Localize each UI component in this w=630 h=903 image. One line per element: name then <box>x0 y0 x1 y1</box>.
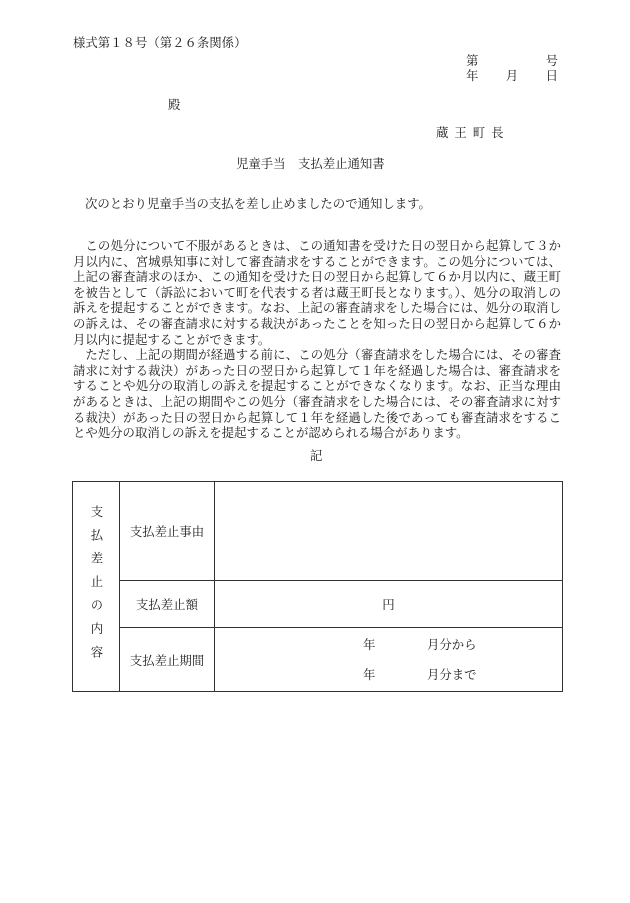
period-label: 支払差止期間 <box>120 628 215 692</box>
body-paragraph: この処分について不服があるときは、この通知書を受けた日の翌日から起算して３か月以内に、宮城県知事に対して審査請求をすることができます。この処分については、上記の審査請求のほか、この通知を受けた日の翌日から起算して６か月以内に、蔵王町を被告として（訴訟において町を代表する者は蔵王町長となります。）、処分の取消しの訴えを提起することができます。なお、上記の審査請求をした場合には、処分の取消しの訴えは、その審査請求に対する裁決があったことを知った日の翌日から起算して６か月以内に提起することができます。 <box>73 238 561 347</box>
ki-marker: 記 <box>310 448 323 463</box>
notice-text: 次のとおり児童手当の支払を差し止めましたので通知します。 <box>85 196 431 211</box>
period-to-year: 年 <box>363 666 376 682</box>
details-table <box>72 481 563 692</box>
period-from-year: 年 <box>363 636 376 652</box>
period-from <box>215 630 562 660</box>
reason-value <box>215 482 563 581</box>
period-to <box>215 660 562 690</box>
vertical-header: 支払差止の内容 <box>73 482 120 692</box>
addressee-honorific: 殿 <box>168 97 181 112</box>
doc-number-suffix: 号 <box>545 53 558 68</box>
period-to-month: 月分まで <box>427 666 477 682</box>
appeal-instructions <box>73 238 561 441</box>
body-paragraph: ただし、上記の期間が経過する前に、この処分（審査請求をした場合には、その審査請求に対する裁決）があった日の翌日から起算して１年を経過した場合は、審査請求をすることや処分の取消しの訴えを提起することができなくなります。なお、正当な理由があるときは、上記の期間やこの処分（審査請求をした場合には、その審査請求に対する裁決）があった日の翌日から起算して１年を経過した後であっても審査請求をすることや処分の取消しの訴えを提起することが認められる場合があります。 <box>73 347 561 441</box>
document-date <box>466 66 558 84</box>
date-year: 年 <box>466 68 479 83</box>
issuer-name: 蔵王町長 <box>436 125 510 140</box>
period-value <box>215 628 563 692</box>
amount-label: 支払差止額 <box>120 581 215 628</box>
reason-label: 支払差止事由 <box>120 482 215 581</box>
form-number: 様式第１８号（第２６条関係） <box>73 35 247 50</box>
period-from-month: 月分から <box>427 636 477 652</box>
date-day: 日 <box>545 68 558 83</box>
amount-value <box>215 581 563 628</box>
date-month: 月 <box>505 68 519 83</box>
document-title: 児童手当 支払差止通知書 <box>236 156 385 171</box>
doc-number-prefix: 第 <box>466 53 479 68</box>
amount-unit: 円 <box>382 597 395 612</box>
